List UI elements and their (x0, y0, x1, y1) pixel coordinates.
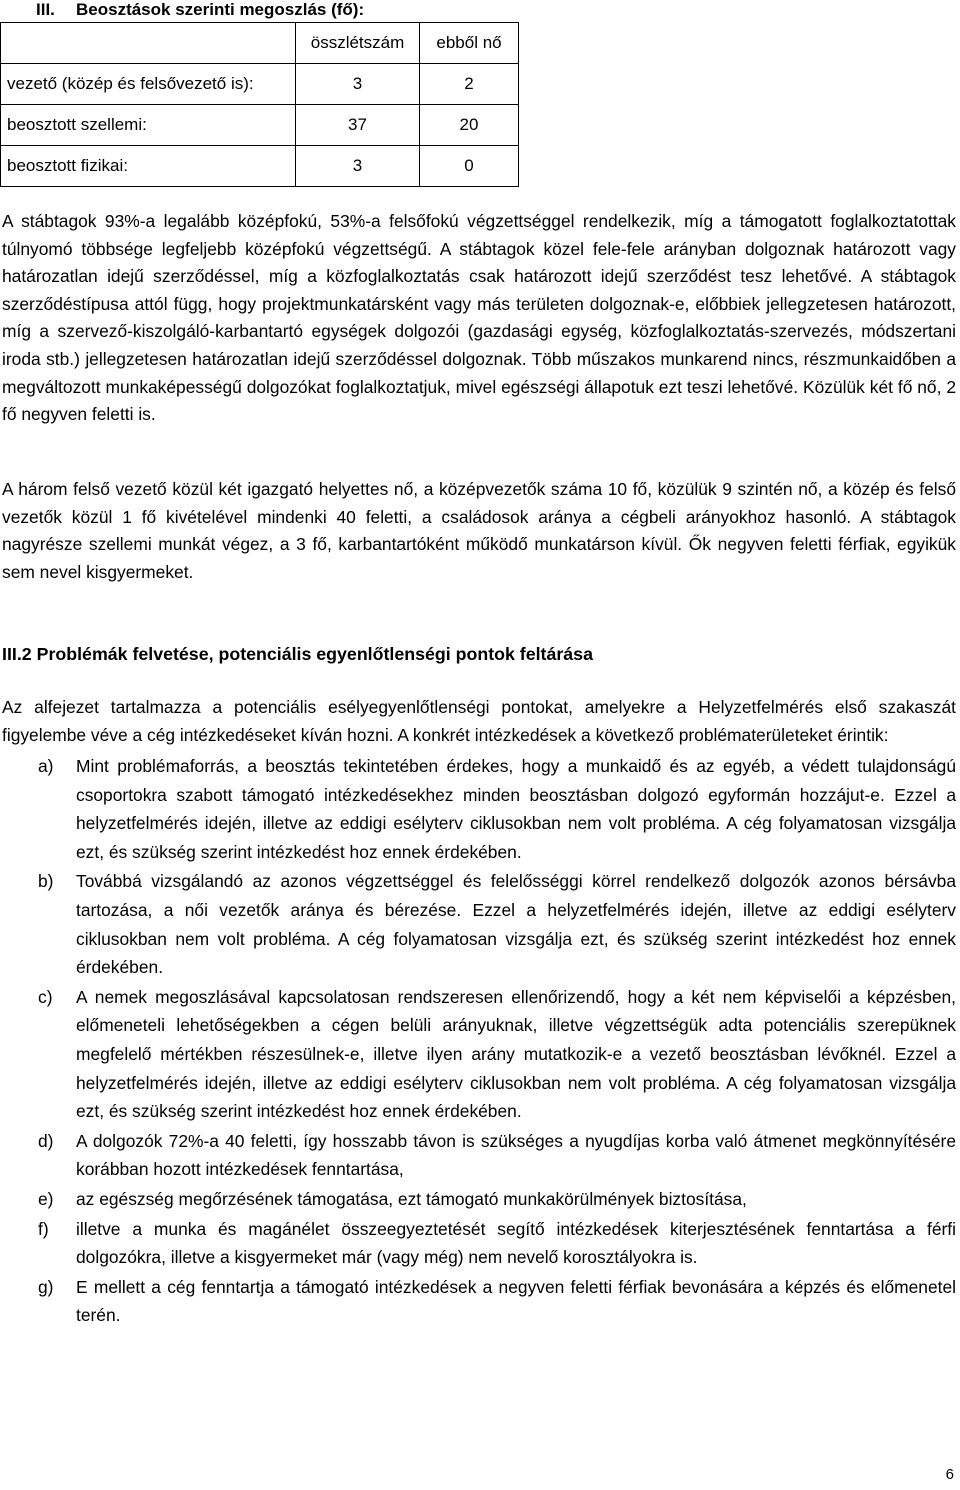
row-label: beosztott fizikai: (1, 146, 296, 187)
list-item (2, 1273, 956, 1330)
list-marker: a) (38, 756, 54, 776)
row-label: beosztott szellemi: (1, 105, 296, 146)
row-total: 3 (296, 146, 420, 187)
row-label: vezető (közép és felsővezető is): (1, 64, 296, 105)
list-item-text: A nemek megoszlásával kapcsolatosan rendszeresen ellenőrizendő, hogy a két nem képviselői a képzésben, előmeneteli lehetőségekben a cégen belüli arányuknak, illetve végzettségük adta potenciális szerepüknek megfelelő mértékben részesülnek-e, illetve ilyen arány mutatkozik-e a vezető beosztásban lévőknél. Ezzel a helyzetfelmérés idején, illetve az eddigi esélyterv ciklusokban nem volt probléma. A cég folyamatosan vizsgálja ezt, és szükség szerint intézkedést hoz ennek érdekében. (76, 986, 956, 1122)
subsection-heading (2, 641, 593, 668)
list-marker: b) (38, 871, 54, 892)
table-header-cell: ebből nő (420, 23, 519, 64)
problem-areas-list (2, 752, 956, 1331)
section-number: III. (36, 0, 55, 19)
list-marker: d) (38, 1130, 54, 1151)
list-marker: f) (38, 1218, 49, 1239)
section-title: Beosztások szerinti megoszlás (fő): (76, 0, 365, 19)
subsection-number: III.2 (2, 644, 32, 664)
list-item-text: Továbbá vizsgálandó az azonos végzettséggel és felelősséggi körrel rendelkező dolgozók azonos bérsávba tartozása, a női vezetők aránya és bérezése. Ezzel a helyzetfelmérés idején, illetve az eddigi esélyterv ciklusokban nem volt probléma. A cég folyamatosan vizsgálja ezt, és szükség szerint intézkedést hoz ennek érdekében. (76, 871, 956, 978)
list-item (2, 1127, 956, 1184)
list-item-text: Mint problémaforrás, a beosztás tekintetében érdekes, hogy a munkaidő és az egyéb, a védett tulajdonságú csoportokra szabott támogató intézkedésekhez minden beosztásban dolgozó egyformán hozzájut-e. Ezzel a helyzetfelmérés idején, illetve az eddigi esélyterv ciklusokban nem volt probléma. A cég folyamatosan vizsgálja ezt, és szükség szerint intézkedést hoz ennek érdekében. (76, 756, 956, 862)
table-row (1, 105, 519, 146)
leadership-paragraph: A három felső vezető közül két igazgató helyettes nő, a középvezetők száma 10 fő, közülük 9 szintén nő, a közép és felső vezetők közül 1 fő kivételével mindenki 40 feletti, a családosok aránya a cégbeli arányokhoz hasonló. A stábtagok nagyrésze szellemi munkát végez, a 3 fő, karbantartóként működő munkatárson kívül. Ők negyven feletti férfiak, egyikük sem nevel kisgyermeket. (2, 479, 956, 582)
list-marker: e) (38, 1188, 54, 1209)
list-item (2, 867, 956, 981)
list-item (2, 1215, 956, 1272)
table-header-cell (1, 23, 296, 64)
table-row (1, 146, 519, 187)
table-row (1, 64, 519, 105)
list-item (2, 983, 956, 1126)
subsection-title: Problémák felvetése, potenciális egyenlőtlenségi pontok feltárása (36, 644, 593, 664)
list-item-text: E mellett a cég fenntartja a támogató intézkedések a negyven feletti férfiak bevonására a képzés és előmenetel terén. (76, 1276, 956, 1326)
list-item-text: illetve a munka és magánélet összeegyeztetését segítő intézkedések kiterjesztésének fenntartása a férfi dolgozókra, illetve a kisgyermeket már (vagy még) nem nevelő korosztályokra is. (76, 1218, 956, 1268)
row-female: 0 (420, 146, 519, 187)
list-item-text: A dolgozók 72%-a 40 feletti, így hosszabb távon is szükséges a nyugdíjas korba való átmenet megkönnyítésére korábban hozott intézkedések fenntartása, (76, 1130, 956, 1180)
intro-paragraph: Az alfejezet tartalmazza a potenciális esélyegyenlőtlenségi pontokat, amelyekre a Helyzetfelmérés első szakaszát figyelembe véve a cég intézkedéseket kíván hozni. A konkrét intézkedések a következő problématerületeket érintik: (2, 697, 956, 745)
list-item (2, 1185, 956, 1214)
row-female: 20 (420, 105, 519, 146)
row-total: 37 (296, 105, 420, 146)
row-female: 2 (420, 64, 519, 105)
list-item (2, 752, 956, 866)
list-item-text: az egészség megőrzésének támogatása, ezt támogató munkakörülmények biztosítása, (76, 1188, 747, 1209)
row-total: 3 (296, 64, 420, 105)
staff-education-paragraph: A stábtagok 93%-a legalább középfokú, 53%-a felsőfokú végzettséggel rendelkezik, míg a támogatott foglalkoztatottak túlnyomó többsége legfeljebb középfokú végzettségű. A stábtagok közel fele-fele arányban dolgoznak határozott vagy határozatlan idejű szerződéssel, míg a közfoglalkoztatás csak határozott idejű szerződést tesz lehetővé. A stábtagok szerződéstípusa attól függ, hogy projektmunkatársként vagy más területen dolgoznak-e, előbbiek jellegzetesen határozott, míg a szervező-kiszolgáló-karbantartó egységek dolgozói (gazdasági egység, közfoglalkoztatás-szervezés, módszertani iroda stb.) jellegzetesen határozatlan idejű szerződéssel dolgoznak. Több műszakos munkarend nincs, részmunkaidőben a megváltozott munkaképességű dolgozókat foglalkoztatjuk, mivel egészségi állapotuk ezt teszi lehetővé. Közülük két fő nő, 2 fő negyven feletti is. (2, 211, 956, 425)
page-number: 6 (945, 1466, 954, 1483)
table-header-cell: összlétszám (296, 23, 420, 64)
list-marker: c) (38, 986, 53, 1007)
position-breakdown-table (0, 22, 519, 187)
list-marker: g) (38, 1276, 54, 1297)
table-header-row (1, 23, 519, 64)
